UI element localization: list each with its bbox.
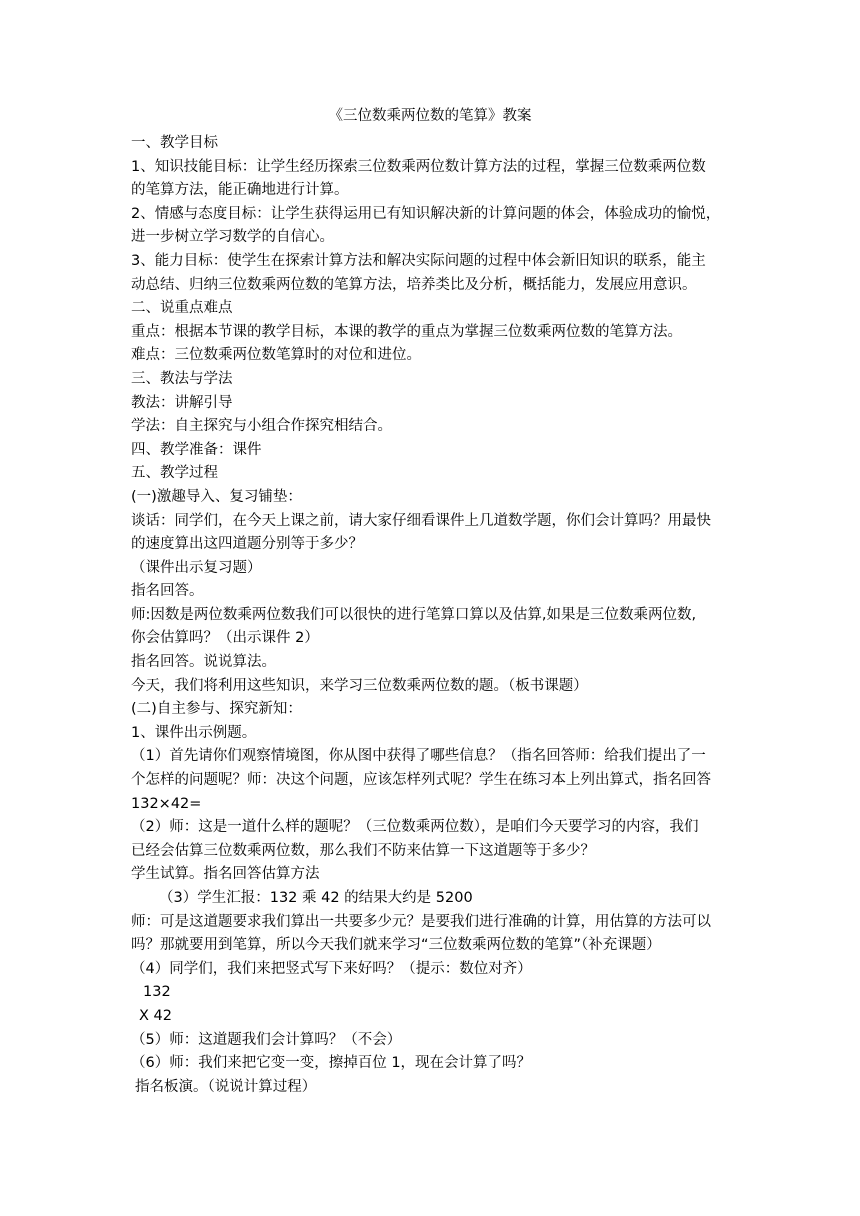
text-line: 师:因数是两位数乘两位数我们可以很快的进行笔算口算以及估算,如果是三位数乘两位数, [131,606,697,623]
text-line: 今天，我们将利用这些知识，来学习三位数乘两位数的题。（板书课题） [131,677,588,694]
text-line: 1、课件出示例题。 [131,724,257,741]
text-line: （2）师：这是一道什么样的题呢？（三位数乘两位数），是咱们今天要学习的内容，我们 [131,819,699,836]
text-line: (二)自主参与、探究新知： [131,701,302,718]
text-line: 重点：根据本节课的教学目标，本课的教学的重点为掌握三位数乘两位数的笔算方法。 [131,323,682,340]
text-line: 二、说重点难点 [131,300,233,317]
text-line: （3）学生汇报：132 乘 42 的结果大约是 5200 [159,890,473,906]
text-line: 学法：自主探究与小组合作探究相结合。 [131,418,392,435]
text-line: 师：可是这道题要求我们算出一共要多少元？是要我们进行准确的计算，用估算的方法可以 [131,913,711,930]
text-line: 动总结、归纳三位数乘两位数的笔算方法，培养类比及分析，概括能力，发展应用意识。 [131,276,697,293]
text-line: 指名回答。 [131,583,204,600]
document-title: 《三位数乘两位数的笔算》教案 [328,108,532,124]
text-line: 学生试算。指名回答估算方法 [131,866,320,883]
text-line: 四、教学准备：课件 [131,441,262,458]
vertical-calc-multiplier: X 42 [139,1007,172,1024]
text-line: （课件出示复习题） [131,559,262,576]
text-line: 你会估算吗？（出示课件 2） [131,630,319,647]
text-line: 2、情感与态度目标：让学生获得运用已有知识解决新的计算问题的体会，体验成功的愉悦， [131,205,721,222]
text-line: 指名板演。（说说计算过程） [135,1078,317,1095]
text-line: 指名回答。说说算法。 [131,654,276,671]
text-line: 3、能力目标：使学生在探索计算方法和解决实际问题的过程中体会新旧知识的联系，能主 [131,252,706,269]
text-line: 难点：三位数乘两位数笔算时的对位和进位。 [131,347,421,364]
text-line: 132×42= [131,795,202,812]
text-line: 五、教学过程 [131,465,218,482]
text-line: （6）师：我们来把它变一变，擦掉百位 1，现在会计算了吗？ [131,1055,532,1072]
text-line: 谈话：同学们，在今天上课之前，请大家仔细看课件上几道数学题，你们会计算吗？用最快 [131,512,711,529]
text-line: 个怎样的问题呢？师：决这个问题，应该怎样列式呢？学生在练习本上列出算式，指名回答 [131,772,711,789]
text-line: 一、教学目标 [131,135,218,151]
text-line: 的笔算方法，能正确地进行计算。 [131,182,349,199]
text-line: 三、教法与学法 [131,370,233,387]
text-line: 教法：讲解引导 [131,394,233,411]
text-line: 吗？那就要用到笔算，所以今天我们就来学习“三位数乘两位数的笔算”（补充课题） [131,937,661,954]
text-line: (一)激趣导入、复习铺垫： [131,488,302,505]
text-line: （1）首先请你们观察情境图，你从图中获得了哪些信息？（指名回答师：给我们提出了一 [131,748,706,765]
text-line: （4）同学们，我们来把竖式写下来好吗？（提示：数位对齐） [131,960,532,977]
vertical-calc-multiplicand: 132 [143,984,171,1001]
text-line: 已经会估算三位数乘两位数，那么我们不防来估算一下这道题等于多少？ [131,842,595,859]
text-line: 的速度算出这四道题分别等于多少？ [131,536,363,553]
text-line: （5）师：这道题我们会计算吗？（不会） [131,1031,402,1048]
document-body [131,132,731,1099]
text-line: 进一步树立学习数学的自信心。 [131,229,334,246]
text-line: 1、知识技能目标：让学生经历探索三位数乘两位数计算方法的过程，掌握三位数乘两位数 [131,158,706,175]
